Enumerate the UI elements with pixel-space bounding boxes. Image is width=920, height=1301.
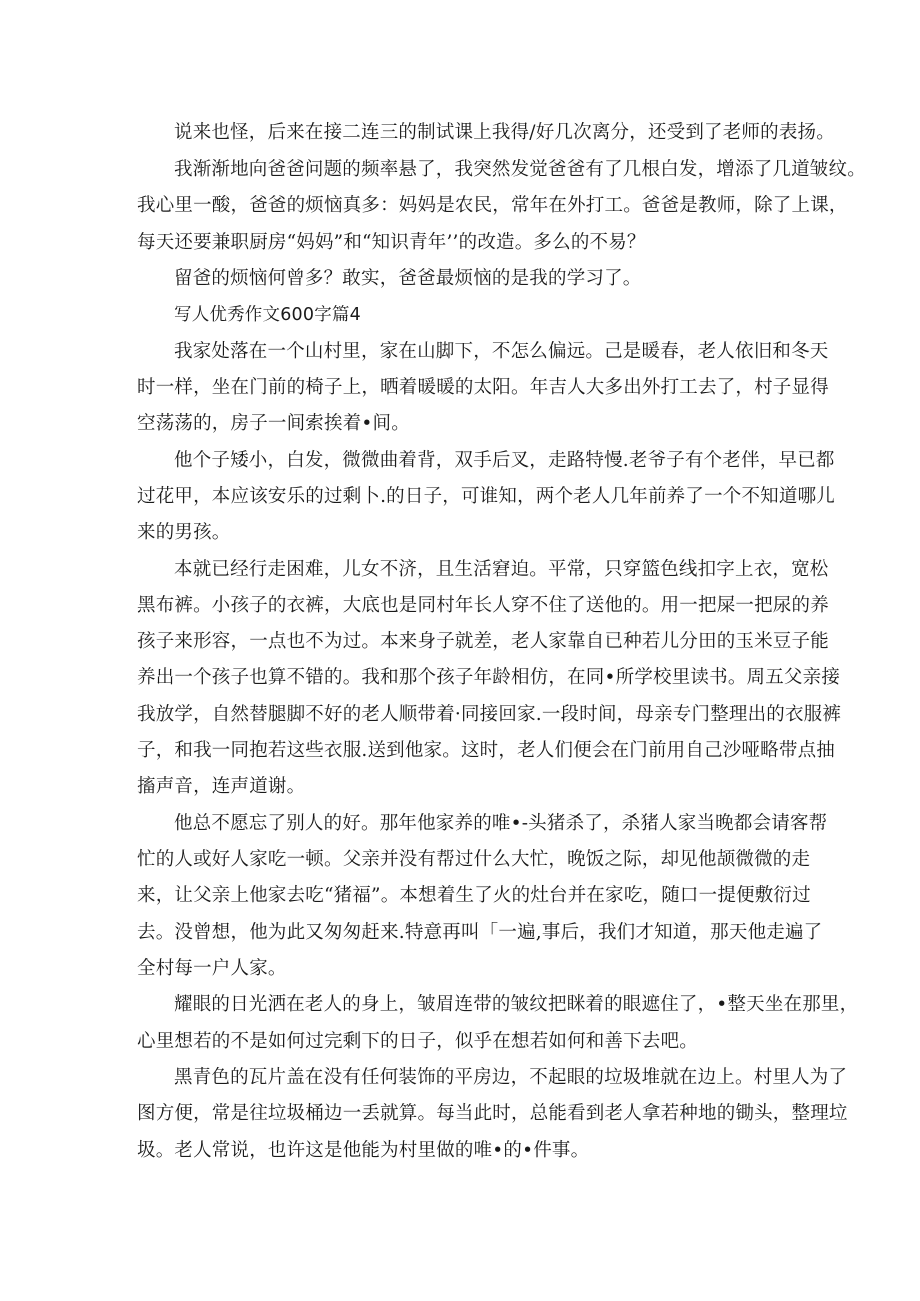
paragraph-line: 黑布裤。小孩子的衣裤，大底也是同村年长人穿不住了送他的。用一把屎一把尿的养 [137,595,829,616]
paragraph-line: 耀眼的日光洒在老人的身上，皱眉连带的皱纹把眯着的眼遮住了，•整天坐在那里， [174,994,859,1015]
paragraph-line: 搐声音，连声道谢。 [137,776,306,797]
paragraph-line: 本就已经行走困难，儿女不济，且生活窘迫。平常，只穿篮色线扣字上衣，宽松 [174,559,829,580]
paragraph-line: 来，让父亲上他家去吃“猪福”。本想着生了火的灶台并在家吃，随口一提便敷衍过 [137,885,811,906]
paragraph-line: 我心里一酸，爸爸的烦恼真多：妈妈是农民，常年在外打工。爸爸是教师，除了上课， [137,195,848,216]
paragraph-line: 我家处落在一个山村里，家在山脚下，不怎么偏远。己是暖春，老人依旧和冬天 [174,341,829,362]
paragraph-line: 孩子来形容，一点也不为过。本来身子就差，老人家靠自已种若儿分田的玉米豆子能 [137,631,829,652]
paragraph-line: 他总不愿忘了别人的好。那年他家养的唯•-头猪杀了，杀猪人家当晚都会请客帮 [174,813,828,834]
paragraph-line: 图方便，常是往垃圾桶边一丢就算。每当此时，总能看到老人拿若种地的锄头，整理垃 [137,1103,848,1124]
section-heading: 写人优秀作文600字篇4 [174,305,361,325]
paragraph-line: 心里想若的不是如何过完剩下的日子，似乎在想若如何和善下去吧。 [137,1031,699,1052]
paragraph-line: 他个子矮小，白发，微微曲着背，双手后叉，走路特慢.老爷子有个老伴，早已都 [174,450,835,471]
paragraph-line: 过花甲，本应该安乐的过剩卜.的日子，可谁知，两个老人几年前养了一个不知道哪儿 [137,486,835,507]
paragraph-line: 每天还要兼职厨房“妈妈”和“知识青年’’的改造。多么的不易？ [137,232,646,253]
paragraph-line: 时一样，坐在门前的椅子上，晒着暖暖的太阳。年吉人大多出外打工去了，村子显得 [137,377,829,398]
paragraph-line: 养出一个孩子也算不错的。我和那个孩子年龄相仿，在同•所学校里读书。周五父亲接 [137,667,841,688]
paragraph-line: 黑青色的瓦片盖在没有任何装饰的平房边，不起眼的垃圾堆就在边上。村里人为了 [174,1067,848,1088]
paragraph-line: 我渐渐地向爸爸问题的频率悬了，我突然发觉爸爸有了几根白发，增添了几道皱纹。 [174,159,866,180]
paragraph-line: 全村每一户人家。 [137,958,287,979]
paragraph-line: 来的男孩。 [137,522,231,543]
paragraph-line: 空荡荡的，房子一间索挨着•间。 [137,413,410,434]
paragraph-line: 忙的人或好人家吃一顿。父亲并没有帮过什么大忙，晚饭之际，却见他颉微微的走 [137,849,811,870]
paragraph-line: 说来也怪，后来在接二连三的制试课上我得/好几次离分，还受到了老师的表扬。 [174,122,835,143]
paragraph-line: 我放学，自然替腿脚不好的老人顺带着·同接回家.一段时间，母亲专门整理出的衣服裤 [137,704,842,725]
paragraph-line: 留爸的烦恼何曾多？敢实，爸爸最烦恼的是我的学习了。 [174,268,642,289]
paragraph-line: 子，和我一同抱若这些衣服.送到他家。这时，老人们便会在门前用自己沙哑略带点抽 [137,740,835,761]
paragraph-line: 去。没曾想，他为此又匆匆赶来.特意再叫「一遍,事后，我们才知道，那天他走遍了 [137,922,823,943]
paragraph-line: 圾。老人常说，也许这是他能为村里做的唯•的•件事。 [137,1140,590,1161]
